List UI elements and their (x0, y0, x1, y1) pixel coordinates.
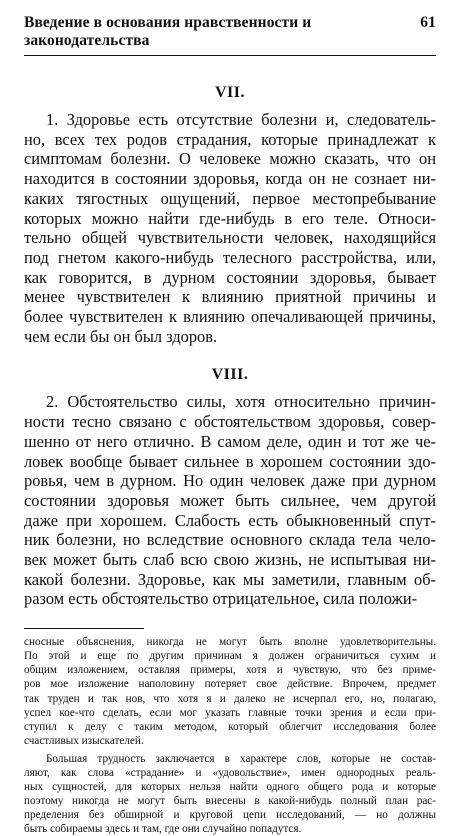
paragraph-health (24, 110, 436, 346)
text-line: ров мое изложение наполовину потеряет свое действие. Впрочем, предмет (24, 678, 436, 691)
section-heading-vii: VII. (214, 84, 245, 101)
running-header (24, 14, 436, 56)
text-line: век может быть слаб всю свою жизнь, не испытывая ни- (24, 550, 436, 570)
text-line: находится в состоянии здоровья, когда он не сознает ни- (24, 169, 436, 189)
text-line: успел кое-что сделать, если мог указать главные точки зрения и если при- (24, 706, 436, 719)
text-line: ровья, чем в дурном. Но один человек даже при дурном (24, 471, 436, 491)
text-line: как говорится, в дурном состоянии здоровья, бывает (24, 267, 436, 287)
page-number: 61 (420, 14, 436, 31)
text-line: симптомам болезни. О человеке можно сказать, что он (24, 149, 436, 169)
text-line: ступил к делу с таким методом, который облегчит исследования более (24, 720, 436, 733)
text-line: так труден и так нов, что хотя я и далеко не исчерпал его, но, полагаю, (24, 692, 436, 705)
text-line: поэтому никогда не могут быть внесены в какой-нибудь полный план рас- (24, 795, 436, 808)
text-line: но, всех тех родов страдания, которые принадлежат к (24, 129, 436, 149)
text-line: ляют, как слова «страдание» и «удовольствие», имен однородных реаль- (24, 767, 436, 780)
paragraph-strength (24, 392, 436, 609)
section-heading-viii: VIII. (211, 366, 249, 384)
text-line: ных сущностей, для которых нельзя найти одного общего рода и которые (24, 781, 436, 794)
text-line: 2. Обстоятельство силы, хотя относительно причин- (46, 392, 436, 412)
text-line: тельно общей чувствительности человек, находящийся (24, 228, 436, 248)
running-title: Введение в основания нравственности и законодательства (24, 14, 312, 49)
text-line: ности тесно связано с обстоятельством здоровья, совер- (24, 412, 436, 432)
text-line: счастливых изыскателей. (24, 734, 144, 747)
text-line: ник болезни, но вследствие основного склада тела чело- (24, 530, 436, 550)
footnote-divider (24, 628, 144, 629)
text-line: которых можно найти где-нибудь в его теле. Относи- (24, 208, 436, 228)
text-line: По этой и еще по другим причинам я должен ограничиться сухим и (24, 650, 436, 663)
text-line: менее чувствителен к влиянию приятной причины и (24, 287, 436, 307)
text-line: даже при хорошем. Слабость есть обыкновенный спут- (24, 510, 436, 530)
footnote-continuation (24, 635, 436, 748)
text-line: ловек вообще бывает сильнее в хорошем состоянии здо- (24, 451, 436, 471)
text-line: какой болезни. Здоровье, как мы заметили, главным об- (24, 569, 436, 589)
text-line: чем если бы он был здоров. (24, 326, 218, 346)
text-line: под гнетом какого-нибудь телесного расстройства, или, (24, 247, 436, 267)
text-line: Большая трудность заключается в характере слов, которые не состав- (46, 752, 436, 765)
text-line: пределения без обширной и круговой цепи исследований, — но должны (24, 809, 436, 822)
text-line: сносные объяснения, никогда не могут быть вполне удовлетворительны. (24, 636, 436, 649)
text-line: шенно от него отлично. В самом деле, один и тот же че- (24, 431, 436, 451)
text-line: состоянии здоровья может быть сильнее, чем другой (24, 490, 436, 510)
text-line: каких тягостных ощущений, первое местопребывание (24, 188, 436, 208)
book-page (24, 14, 436, 836)
text-line: разом есть обстоятельство отрицательное, сила положи- (24, 589, 418, 609)
text-line: быть собираемы здесь и там, где они случайно попадутся. (24, 823, 302, 836)
footnote-paragraph (24, 752, 436, 836)
text-line: общим изложением, оставляя примеры, хотя и чувствую, что без приме- (24, 664, 436, 677)
text-line: 1. Здоровье есть отсутствие болезни и, следователь- (46, 110, 436, 129)
text-line: более чувствителен к влиянию опечаливающей причины, (24, 307, 436, 327)
